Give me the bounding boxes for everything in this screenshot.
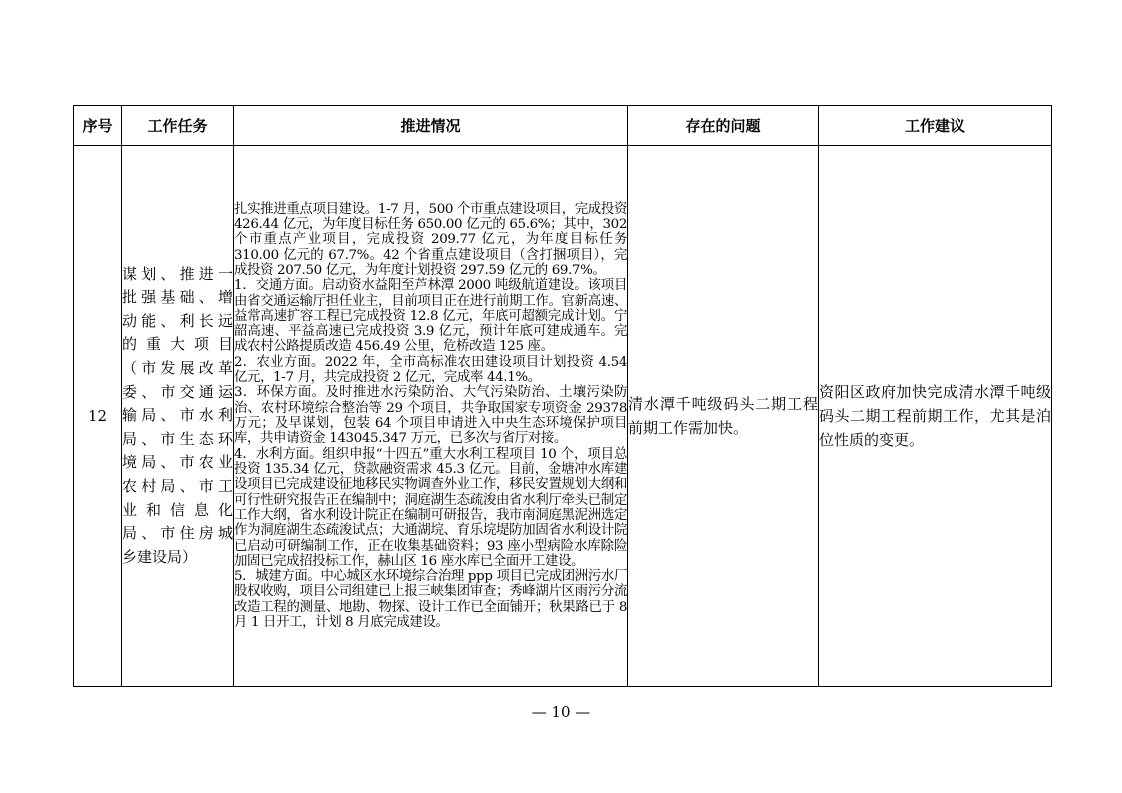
header-progress: 推进情况 xyxy=(234,106,628,146)
progress-water-conservancy: 4．水利方面。组织申报“十四五”重大水利工程项目 10 个，项目总投资 135.34 亿元，贷款融资需求 45.3 亿元。目前，金塘冲水库建设项目已完成建设征地移民实物调查外业工作，移民安置规划大纲和可行性研究报告正在编制中；洞庭湖生态疏浚由省水利厅牵头已制定工作大纲，省水利设计院正在编制可研报告，我市南洞庭黑泥洲选定作为洞庭湖生态疏浚试点；大通湖垸、育乐垸堤防加固省水利设计院已启动可研编制工作，正在收集基础资料；93 座小型病险水库除险加固已完成招投标工作，赫山区 16 座水库已全面开工建设。 xyxy=(234,446,627,569)
task-line: 局、市住房城 xyxy=(122,524,233,543)
work-task-cell xyxy=(122,146,234,687)
task-line: 的 重 大 项 目 xyxy=(122,335,233,354)
task-line: 动能、利长远 xyxy=(122,311,233,330)
task-line: 批强基础、增 xyxy=(122,288,233,307)
table-row xyxy=(74,146,1052,687)
table-header-row xyxy=(74,106,1052,146)
problem-cell: 清水潭千吨级码头二期工程前期工作需加快。 xyxy=(628,146,819,687)
row-number: 12 xyxy=(74,146,122,687)
advice-cell: 资阳区政府加快完成清水潭千吨级码头二期工程前期工作，尤其是泊位性质的变更。 xyxy=(819,146,1052,687)
progress-urban-construction: 5．城建方面。中心城区水环境综合治理 ppp 项目已完成团洲污水厂股权收购，项目公司组建已上报三峡集团审查；秀峰湖片区雨污分流改造工程的测量、地勘、物探、设计工作已全面铺开；秋果路已于 8 月 1 日开工，计划 8 月底完成建设。 xyxy=(234,569,627,631)
task-line: 委、市交通运 xyxy=(122,382,233,401)
task-line: 输局、市水利 xyxy=(122,406,233,425)
task-line: 乡建设局） xyxy=(122,547,198,566)
task-line: 农村局、市工 xyxy=(122,476,233,495)
page-number: — 10 — xyxy=(531,703,591,721)
task-line: 业 和 信 息 化 xyxy=(122,500,233,519)
task-line: 境局、市农业 xyxy=(122,453,233,472)
progress-summary: 扎实推进重点项目建设。1-7 月，500 个市重点建设项目，完成投资 426.44 亿元，为年度目标任务 650.00 亿元的 65.6%；其中，302 个市重点产业项目，完成投资 209.77 亿元，为年度目标任务 310.00 亿元的 67.7%。42 个省重点建设项目（含打捆项目），完成投资 207.50 亿元，为年度计划投资 297.59 亿元的 69.7%。 xyxy=(234,201,627,278)
progress-agriculture: 2．农业方面。2022 年，全市高标准农田建设项目计划投资 4.54 亿元，1-7 月，共完成投资 2 亿元，完成率 44.1%。 xyxy=(234,354,627,386)
header-problem: 存在的问题 xyxy=(628,106,819,146)
header-no: 序号 xyxy=(74,106,122,146)
progress-transport: 1．交通方面。启动资水益阳至芦林潭 2000 吨级航道建设。该项目由省交通运输厅担任业主，目前项目正在进行前期工作。官新高速、益常高速扩容工程已完成投资 12.8 亿元，年底可超额完成计划。宁韶高速、平益高速已完成投资 3.9 亿元，预计年底可建成通车。完成农村公路提质改造 456.49 公里，危桥改造 125 座。 xyxy=(234,278,627,355)
progress-environment: 3．环保方面。及时推进水污染防治、大气污染防治、土壤污染防治、农村环境综合整治等 29 个项目，共争取国家专项资金 29378 万元；及早谋划，包装 64 个项目申请进入中央生态环境保护项目库，共申请资金 143045.347 万元，已多次与省厅对接。 xyxy=(234,385,627,447)
task-line: （市发展改革 xyxy=(122,359,233,378)
header-advice: 工作建议 xyxy=(819,106,1052,146)
progress-cell xyxy=(234,146,628,687)
work-table xyxy=(73,105,1052,687)
header-task: 工作任务 xyxy=(122,106,234,146)
task-line: 局、市生态环 xyxy=(122,429,233,448)
task-line: 谋划、推进一 xyxy=(122,264,233,283)
